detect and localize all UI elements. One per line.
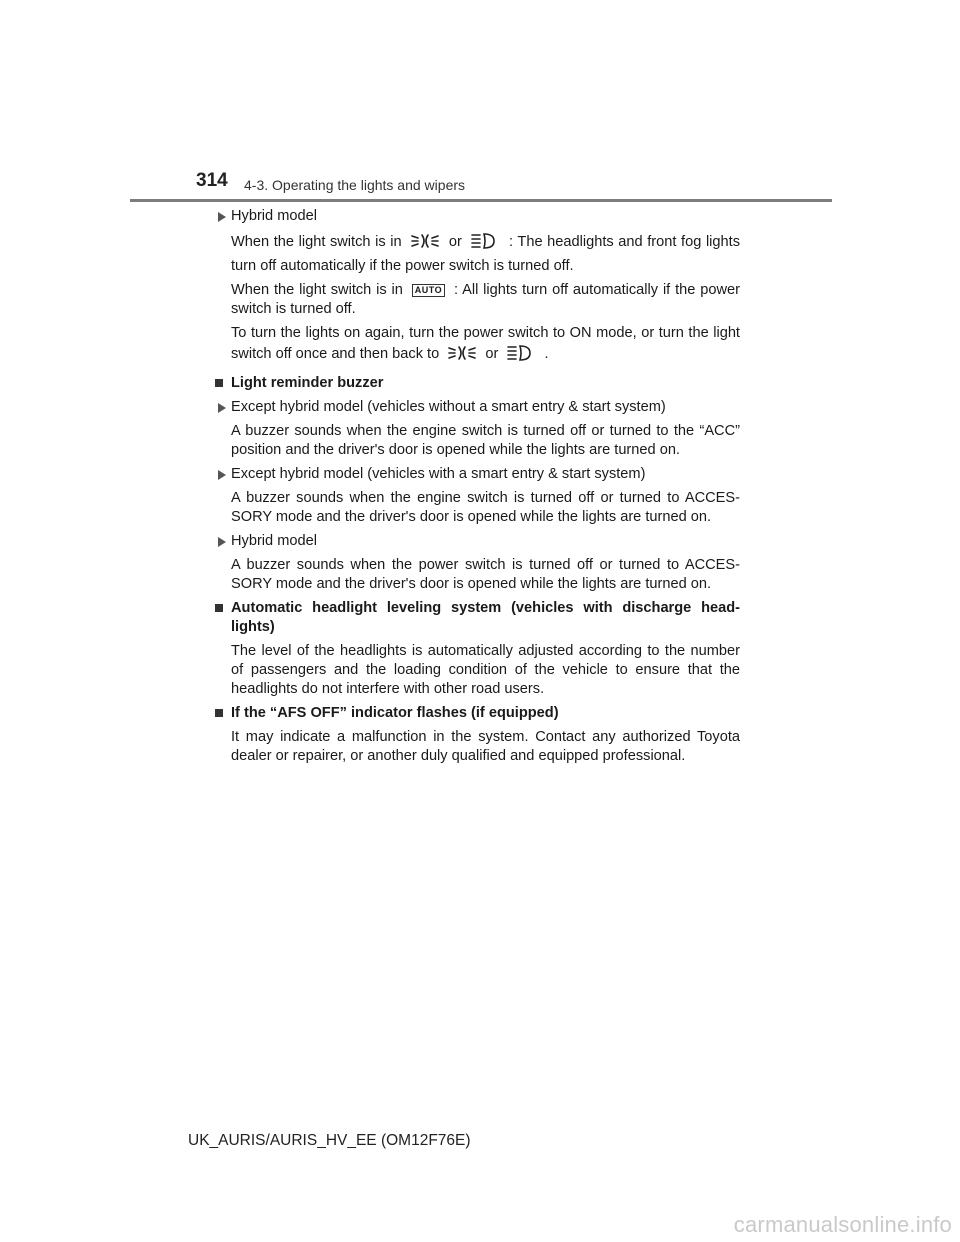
heading-headlight-leveling: Automatic headlight leveling system (vehicles with discharge head-lights) xyxy=(231,599,740,637)
paragraph-auto-off: When the light switch is in AUTO : All lights turn off automatically if the power switch is turned off. xyxy=(231,282,740,317)
triangle-bullet-icon xyxy=(218,537,226,547)
header-rule xyxy=(130,199,832,202)
square-bullet-icon xyxy=(215,709,223,717)
section-title: 4-3. Operating the lights and wipers xyxy=(244,177,466,193)
heading-afs-off: If the “AFS OFF” indicator flashes (if equipped) xyxy=(231,704,740,723)
headlight-icon xyxy=(470,231,500,257)
subhead-without-smart-entry: Except hybrid model (vehicles without a smart entry & start system) xyxy=(231,398,740,417)
paragraph-tail-head-off: When the light switch is in or : The headlights and front fog lights turn off automatically if the power switch is turned off. xyxy=(231,231,740,276)
paragraph-turn-on-again: To turn the lights on again, turn the power switch to ON mode, or turn the light switch off once and then back to or . xyxy=(231,324,740,369)
subhead-hybrid-model: Hybrid model xyxy=(231,207,740,226)
paragraph-headlight-leveling: The level of the headlights is automatically adjusted according to the number of passengers and the loading condition of the vehicle to ensure that the headlights do not interfere with other road users. xyxy=(231,643,740,697)
auto-light-icon: AUTO xyxy=(412,284,445,297)
paragraph-buzzer-accessory-engine: A buzzer sounds when the engine switch is turned off or turned to ACCES-SORY mode and the driver's door is opened while the lights are turned on. xyxy=(231,490,740,525)
page-content xyxy=(214,207,740,771)
paragraph-buzzer-accessory-power: A buzzer sounds when the power switch is turned off or turned to ACCES-SORY mode and the driver's door is opened while the lights are turned on. xyxy=(231,557,740,592)
subhead-with-smart-entry: Except hybrid model (vehicles with a smart entry & start system) xyxy=(231,465,740,484)
subhead-hybrid-model-buzzer: Hybrid model xyxy=(231,532,740,551)
paragraph-afs-off: It may indicate a malfunction in the system. Contact any authorized Toyota dealer or repairer, or another duly qualified and equipped professional. xyxy=(231,729,740,764)
tail-light-icon xyxy=(410,231,440,257)
heading-light-reminder-buzzer: Light reminder buzzer xyxy=(231,374,740,393)
square-bullet-icon xyxy=(215,379,223,387)
footer-document-code: UK_AURIS/AURIS_HV_EE (OM12F76E) xyxy=(188,1132,471,1149)
page-number: 314 xyxy=(196,170,228,191)
tail-light-icon xyxy=(447,343,477,369)
triangle-bullet-icon xyxy=(218,470,226,480)
headlight-icon xyxy=(506,343,536,369)
watermark: carmanualsonline.info xyxy=(733,1212,952,1237)
square-bullet-icon xyxy=(215,604,223,612)
paragraph-buzzer-acc: A buzzer sounds when the engine switch is turned off or turned to the “ACC” position and the driver's door is opened while the lights are turned on. xyxy=(231,423,740,458)
triangle-bullet-icon xyxy=(218,403,226,413)
triangle-bullet-icon xyxy=(218,212,226,222)
